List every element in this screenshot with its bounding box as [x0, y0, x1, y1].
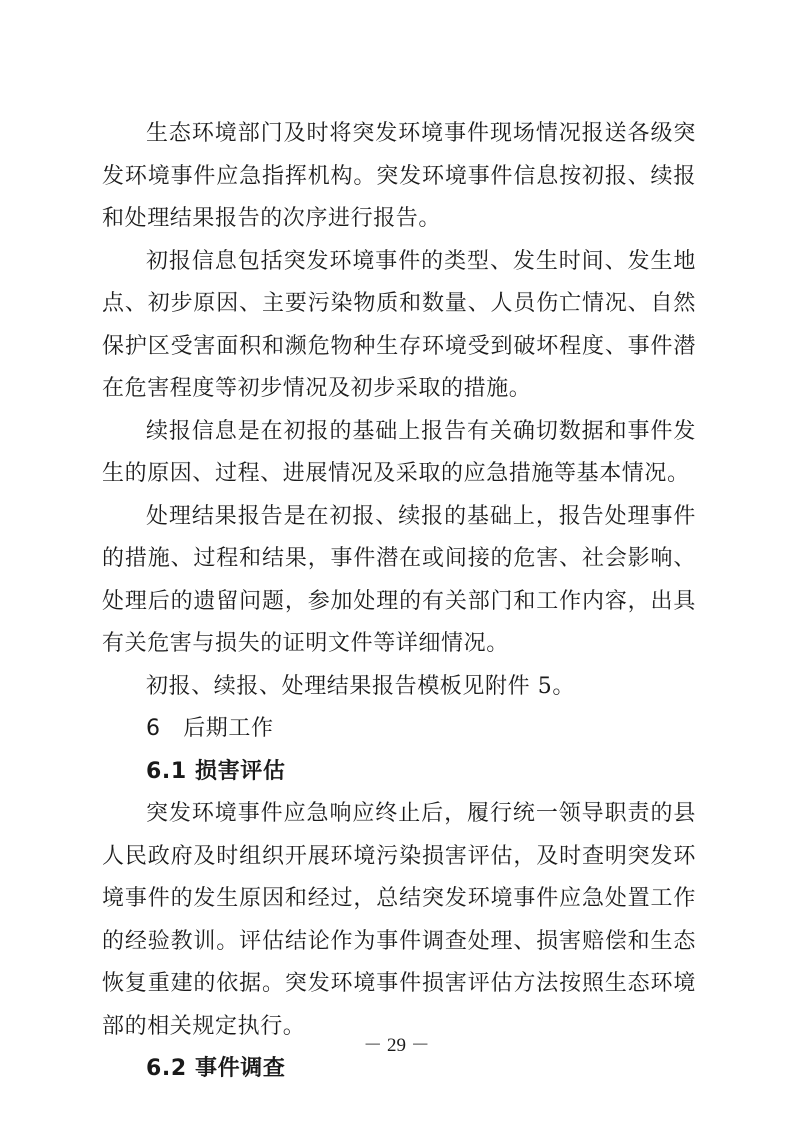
paragraph-report-template: 初报、续报、处理结果报告模板见附件 5。: [146, 673, 575, 699]
document-body: [102, 113, 696, 1091]
section-heading-6-2: 6.2 事件调查: [146, 1056, 286, 1081]
section-heading-6: 6 后期工作: [146, 716, 274, 741]
paragraph-initial-report: 初报信息包括突发环境事件的类型、发生时间、发生地点、初步原因、主要污染物质和数量、人员伤亡情况、自然保护区受害面积和濒危物种生存环境受到破坏程度、事件潜在危害程度等初步情况及初步采取的措施。: [102, 248, 696, 401]
section-heading-6-1: 6.1 损害评估: [146, 758, 286, 784]
paragraph-reporting-order: 生态环境部门及时将突发环境事件现场情况报送各级突发环境事件应急指挥机构。突发环境事件信息按初报、续报和处理结果报告的次序进行报告。: [102, 121, 696, 231]
page-number: － 29 －: [363, 1035, 430, 1056]
paragraph-damage-assessment: 突发环境事件应急响应终止后，履行统一领导职责的县人民政府及时组织开展环境污染损害评估，及时查明突发环境事件的发生原因和经过，总结突发环境事件应急处置工作的经验教训。评估结论作为事件调查处理、损害赔偿和生态恢复重建的依据。突发环境事件损害评估方法按照生态环境部的相关规定执行。: [102, 801, 696, 1039]
paragraph-result-report: 处理结果报告是在初报、续报的基础上，报告处理事件的措施、过程和结果，事件潜在或间接的危害、社会影响、处理后的遗留问题，参加处理的有关部门和工作内容，出具有关危害与损失的证明文件等详细情况。: [102, 503, 696, 656]
paragraph-follow-up-report: 续报信息是在初报的基础上报告有关确切数据和事件发生的原因、过程、进展情况及采取的应急措施等基本情况。: [102, 418, 696, 486]
